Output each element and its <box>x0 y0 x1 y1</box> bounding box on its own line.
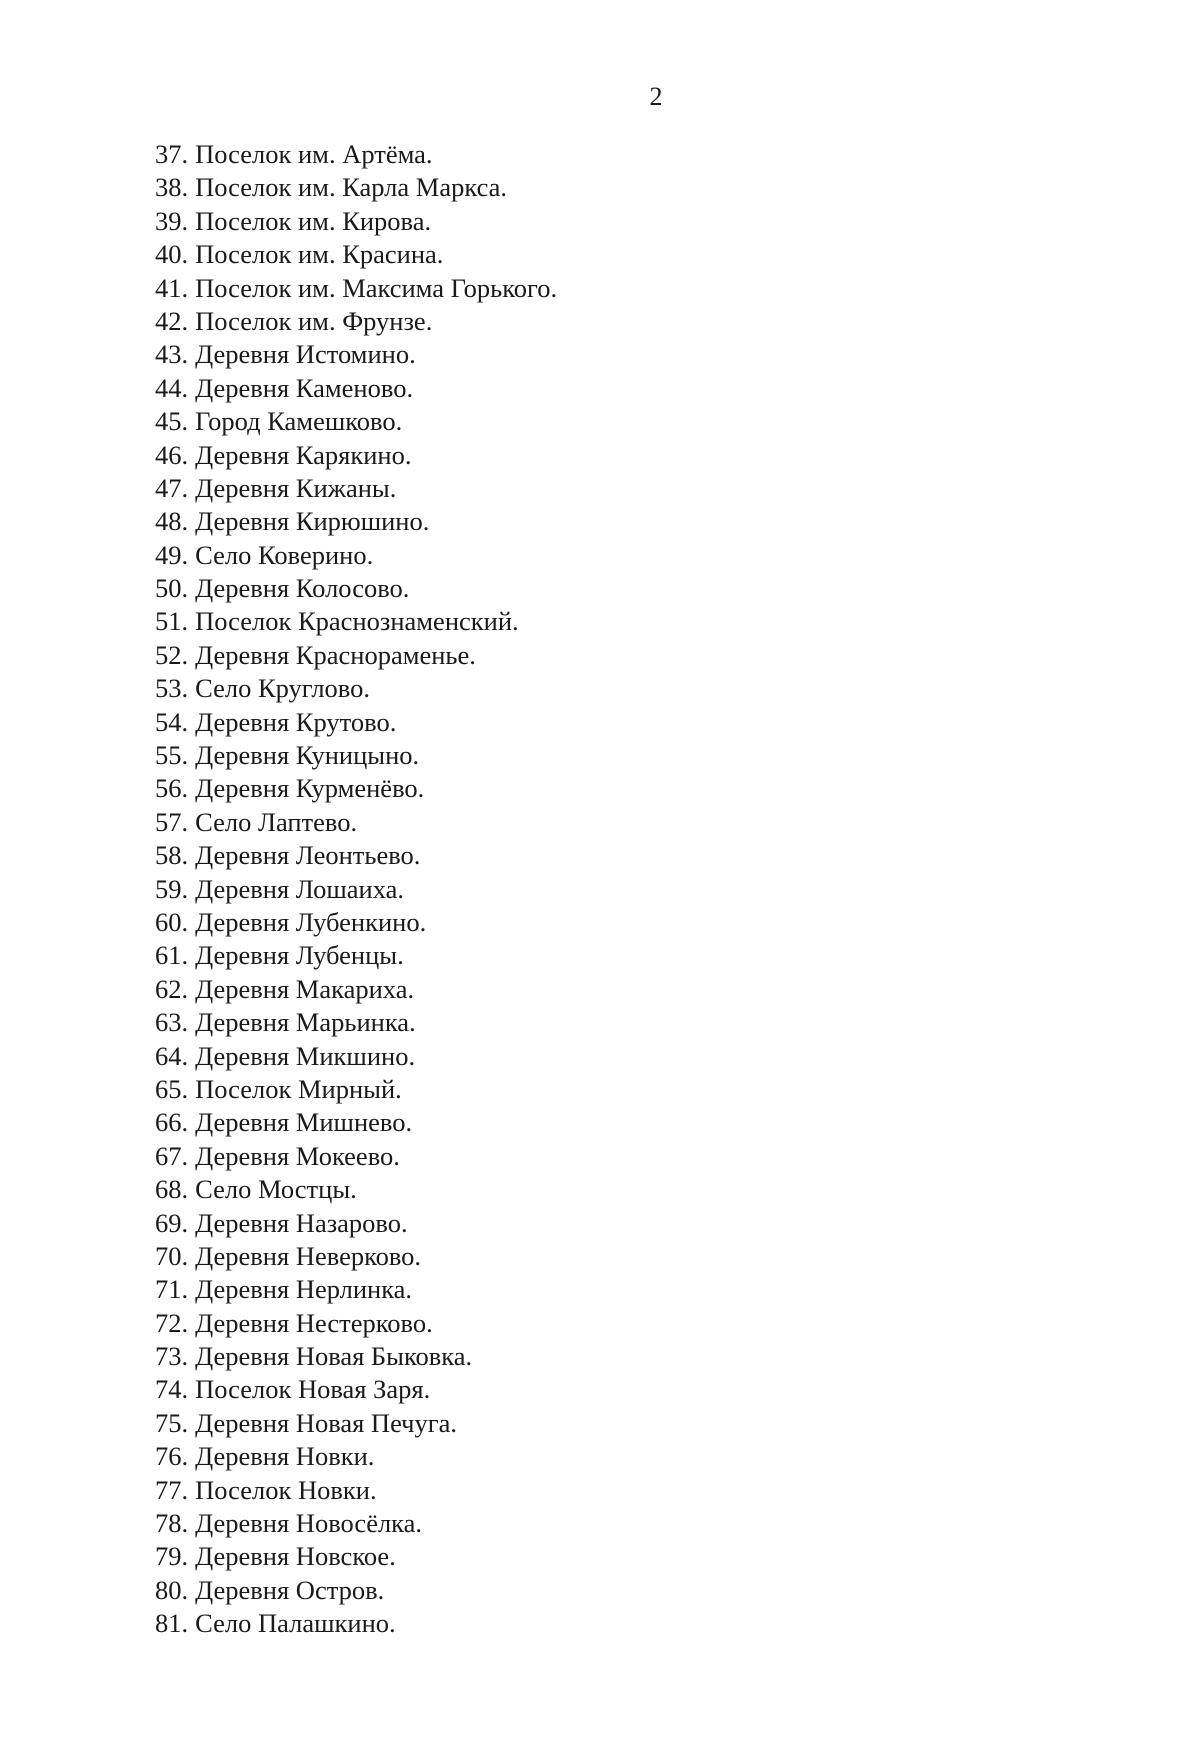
list-item-number: 52. <box>155 639 189 670</box>
list-item-number: 51. <box>155 606 189 637</box>
list-item <box>155 1373 557 1406</box>
list-item-text: Деревня Истомино. <box>195 339 416 370</box>
list-item-text: Деревня Марьинка. <box>195 1007 416 1038</box>
list-item <box>155 1273 557 1306</box>
list-item-text: Поселок Мирный. <box>195 1073 402 1104</box>
list-item <box>155 839 557 872</box>
list-item <box>155 1073 557 1106</box>
list-item <box>155 1574 557 1607</box>
list-item <box>155 1407 557 1440</box>
list-item <box>155 138 557 171</box>
list-item-text: Деревня Каменово. <box>195 372 414 403</box>
list-item <box>155 272 557 305</box>
page-number: 2 <box>649 82 663 111</box>
list-item-text: Деревня Новосёлка. <box>195 1508 423 1539</box>
list-item <box>155 973 557 1006</box>
list-item <box>155 405 557 438</box>
list-item-text: Деревня Карякино. <box>195 439 412 470</box>
list-item-number: 45. <box>155 406 189 437</box>
list-item-text: Деревня Мишнево. <box>195 1107 413 1138</box>
list-item-text: Деревня Курменёво. <box>195 773 425 804</box>
list-item-text: Деревня Куницыно. <box>195 740 420 771</box>
list-item-text: Село Палашкино. <box>195 1608 396 1639</box>
list-item <box>155 372 557 405</box>
list-item <box>155 739 557 772</box>
list-item <box>155 1607 557 1640</box>
list-item-number: 69. <box>155 1207 189 1238</box>
list-item-number: 46. <box>155 439 189 470</box>
list-item-number: 67. <box>155 1140 189 1171</box>
list-item-text: Деревня Кижаны. <box>195 472 397 503</box>
list-item-text: Деревня Крутово. <box>195 706 397 737</box>
list-item-number: 74. <box>155 1374 189 1405</box>
list-item-number: 48. <box>155 506 189 537</box>
list-item-text: Деревня Мокеево. <box>195 1140 400 1171</box>
list-item-number: 62. <box>155 973 189 1004</box>
list-item <box>155 672 557 705</box>
list-item-number: 43. <box>155 339 189 370</box>
list-item-text: Поселок им. Красина. <box>195 239 444 270</box>
list-item-text: Деревня Остров. <box>195 1574 385 1605</box>
list-item-text: Поселок Новая Заря. <box>195 1374 431 1405</box>
list-item <box>155 1474 557 1507</box>
list-item <box>155 572 557 605</box>
list-item <box>155 605 557 638</box>
list-item-text: Село Мостцы. <box>195 1174 357 1205</box>
list-item-text: Деревня Леонтьево. <box>195 840 421 871</box>
list-item <box>155 706 557 739</box>
list-item-text: Деревня Кирюшино. <box>195 506 430 537</box>
list-item-number: 57. <box>155 806 189 837</box>
list-item-text: Деревня Неверково. <box>195 1240 422 1271</box>
list-item <box>155 939 557 972</box>
list-item-number: 49. <box>155 539 189 570</box>
list-item-number: 37. <box>155 139 189 169</box>
list-item-text: Деревня Лубенцы. <box>195 940 404 971</box>
list-item-text: Деревня Новая Печуга. <box>195 1407 458 1438</box>
list-item-number: 54. <box>155 706 189 737</box>
list-item-text: Поселок им. Кирова. <box>195 205 432 236</box>
list-item-text: Деревня Новское. <box>195 1541 396 1572</box>
settlement-list <box>155 138 557 1641</box>
list-item <box>155 639 557 672</box>
list-item-text: Деревня Краснораменье. <box>195 639 476 670</box>
list-item-text: Город Камешково. <box>195 406 403 437</box>
list-item-number: 76. <box>155 1441 189 1472</box>
list-item-number: 38. <box>155 172 189 203</box>
list-item <box>155 1207 557 1240</box>
list-item-number: 64. <box>155 1040 189 1071</box>
list-item-number: 68. <box>155 1174 189 1205</box>
list-item-text: Деревня Лошаиха. <box>195 873 405 904</box>
list-item-text: Деревня Колосово. <box>195 573 410 604</box>
list-item-number: 40. <box>155 239 189 270</box>
list-item-text: Село Лаптево. <box>195 806 358 837</box>
list-item-number: 70. <box>155 1240 189 1271</box>
list-item-number: 63. <box>155 1007 189 1038</box>
list-item <box>155 1006 557 1039</box>
list-item-number: 41. <box>155 272 189 303</box>
list-item-text: Поселок Новки. <box>195 1474 377 1505</box>
list-item <box>155 873 557 906</box>
list-item-number: 79. <box>155 1541 189 1572</box>
list-item <box>155 305 557 338</box>
list-item-text: Деревня Лубенкино. <box>195 906 427 937</box>
list-item <box>155 505 557 538</box>
list-item-number: 78. <box>155 1508 189 1539</box>
list-item <box>155 439 557 472</box>
list-item <box>155 1173 557 1206</box>
list-item-number: 75. <box>155 1407 189 1438</box>
list-item-number: 44. <box>155 372 189 403</box>
list-item-number: 66. <box>155 1107 189 1138</box>
list-item <box>155 1507 557 1540</box>
list-item <box>155 171 557 204</box>
list-item-text: Деревня Назарово. <box>195 1207 408 1238</box>
list-item-number: 55. <box>155 740 189 771</box>
list-item-text: Село Круглово. <box>195 673 371 704</box>
list-item <box>155 1106 557 1139</box>
list-item <box>155 1307 557 1340</box>
list-item <box>155 238 557 271</box>
list-item <box>155 1240 557 1273</box>
list-item <box>155 1040 557 1073</box>
list-item-text: Деревня Микшино. <box>195 1040 416 1071</box>
list-item <box>155 205 557 238</box>
list-item-number: 47. <box>155 472 189 503</box>
list-item-number: 53. <box>155 673 189 704</box>
list-item <box>155 1440 557 1473</box>
list-item-text: Поселок им. Артёма. <box>195 139 433 169</box>
list-item <box>155 806 557 839</box>
list-item-number: 56. <box>155 773 189 804</box>
list-item-text: Поселок им. Максима Горького. <box>195 272 558 303</box>
list-item-text: Деревня Новая Быковка. <box>195 1341 473 1372</box>
list-item <box>155 539 557 572</box>
list-item <box>155 772 557 805</box>
list-item-text: Поселок Краснознаменский. <box>195 606 519 637</box>
list-item <box>155 906 557 939</box>
list-item-number: 65. <box>155 1073 189 1104</box>
list-item-number: 50. <box>155 573 189 604</box>
list-item <box>155 472 557 505</box>
list-item-number: 58. <box>155 840 189 871</box>
list-item <box>155 338 557 371</box>
list-item-number: 61. <box>155 940 189 971</box>
list-item-text: Деревня Нерлинка. <box>195 1274 413 1305</box>
list-item-number: 77. <box>155 1474 189 1505</box>
list-item-text: Поселок им. Фрунзе. <box>195 305 433 336</box>
list-item-text: Поселок им. Карла Маркса. <box>195 172 508 203</box>
list-item <box>155 1140 557 1173</box>
list-item-text: Деревня Нестерково. <box>195 1307 433 1338</box>
list-item <box>155 1540 557 1573</box>
list-item-number: 80. <box>155 1574 189 1605</box>
list-item-text: Село Коверино. <box>195 539 374 570</box>
list-item-number: 72. <box>155 1307 189 1338</box>
list-item-number: 59. <box>155 873 189 904</box>
list-item-number: 39. <box>155 205 189 236</box>
list-item-number: 71. <box>155 1274 189 1305</box>
list-item-number: 73. <box>155 1341 189 1372</box>
list-item-text: Деревня Макариха. <box>195 973 415 1004</box>
list-item-text: Деревня Новки. <box>195 1441 375 1472</box>
list-item-number: 81. <box>155 1608 189 1639</box>
list-item <box>155 1340 557 1373</box>
list-item-number: 42. <box>155 305 189 336</box>
list-item-number: 60. <box>155 906 189 937</box>
